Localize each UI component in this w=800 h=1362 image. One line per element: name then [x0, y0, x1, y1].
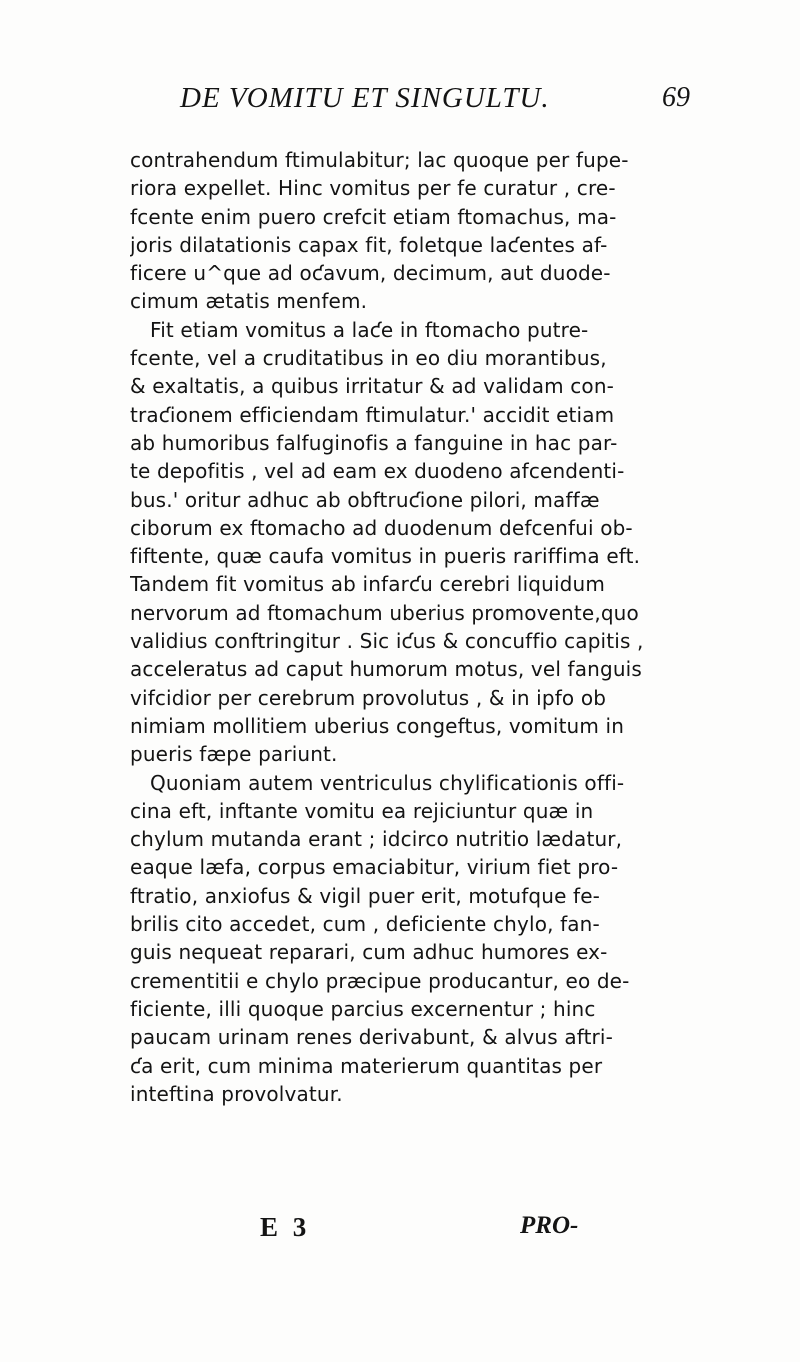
text-line: cina eft, inftante vomitu ea rejiciuntur quæ in [130, 798, 594, 823]
paragraph-start-line: Quoniam autem ventriculus chylificationis offi- [150, 770, 625, 795]
running-head [130, 82, 690, 122]
text-line: bus.' oritur adhuc ab obftruƈione pilori, maffæ [130, 487, 600, 512]
signature-mark: E 3 [260, 1212, 311, 1242]
text-line: ficere u^que ad oƈavum, decimum, aut duode- [130, 261, 611, 286]
text-line: chylum mutanda erant ; idcirco nutritio lædatur, [130, 827, 623, 852]
text-line: riora expellet. Hinc vomitus per fe curatur , cre- [130, 176, 616, 201]
text-line: validius conftringitur . Sic iƈus & concuffio capitis , [130, 629, 644, 654]
text-line: fcente enim puero crefcit etiam ftomachus, ma- [130, 204, 617, 229]
text-line: acceleratus ad caput humorum motus, vel fanguis [130, 657, 642, 682]
body-text [130, 146, 690, 1108]
text-line: brilis cito accedet, cum , deficiente chylo, fan- [130, 912, 600, 937]
text-line: te depofitis , vel ad eam ex duodeno afcendenti- [130, 459, 625, 484]
text-line: fiftente, quæ caufa vomitus in pueris rariffima eft. [130, 544, 641, 569]
text-line: Tandem fit vomitus ab infarƈu cerebri liquidum [130, 572, 605, 597]
text-line: ciborum ex ftomacho ad duodenum defcenfui ob- [130, 515, 633, 540]
text-line: inteftina provolvatur. [130, 1081, 343, 1106]
text-line: guis nequeat reparari, cum adhuc humores ex- [130, 940, 608, 965]
text-line: fcente, vel a cruditatibus in eo diu morantibus, [130, 346, 607, 371]
catchword: PRO- [520, 1212, 579, 1239]
text-line: nervorum ad ftomachum uberius promovente,quo [130, 600, 639, 625]
text-line: crementitii e chylo præcipue producantur, eo de- [130, 968, 630, 993]
text-line: ab humoribus falfuginofis a fanguine in hac par- [130, 430, 618, 455]
text-line: pueris fæpe pariunt. [130, 742, 338, 767]
page-footer [130, 1212, 690, 1252]
text-line: ƈa erit, cum minima materierum quantitas per [130, 1053, 603, 1078]
text-line: paucam urinam renes derivabunt, & alvus aftri- [130, 1025, 614, 1050]
text-line: cimum ætatis menfem. [130, 289, 368, 314]
text-line: eaque læfa, corpus emaciabitur, virium fiet pro- [130, 855, 619, 880]
running-title: DE VOMITU ET SINGULTU. [180, 82, 550, 114]
text-line: contrahendum ftimulabitur; lac quoque per fupe- [130, 148, 629, 172]
text-line: joris dilatationis capax fit, foletque laƈentes af- [130, 232, 608, 257]
page-number: 69 [662, 82, 690, 113]
paragraph-start-line: Fit etiam vomitus a laƈe in ftomacho putre- [150, 317, 589, 342]
text-line: ftratio, anxiofus & vigil puer erit, motufque fe- [130, 883, 601, 908]
text-line: ficiente, illi quoque parcius excernentur ; hinc [130, 996, 596, 1021]
text-line: traƈionem efficiendam ftimulatur.' accidit etiam [130, 402, 615, 427]
text-line: nimiam mollitiem uberius congeftus, vomitum in [130, 713, 625, 738]
text-line: & exaltatis, a quibus irritatur & ad validam con- [130, 374, 615, 399]
text-line: vifcidior per cerebrum provolutus , & in ipfo ob [130, 685, 607, 710]
